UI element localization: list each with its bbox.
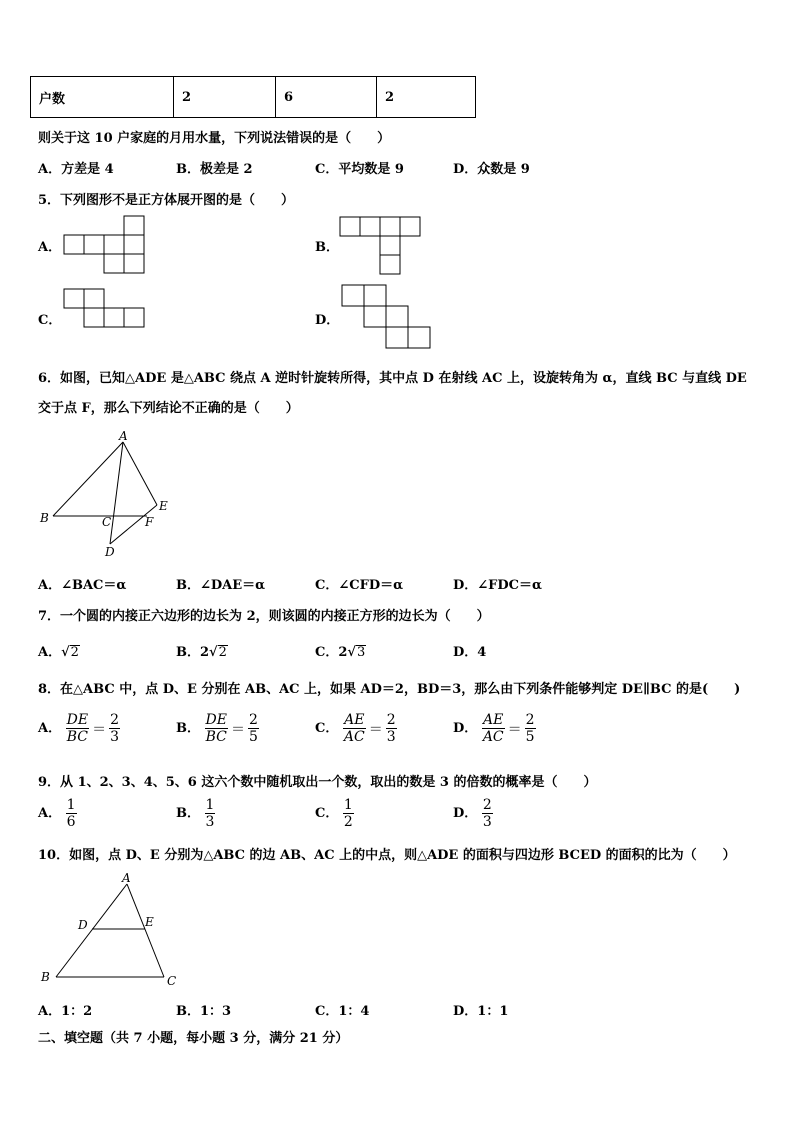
q6-option-c: C．∠CFD＝α bbox=[315, 578, 404, 593]
table-cell: 2 bbox=[174, 77, 276, 118]
q6-stem-line1: 6．如图，已知△ADE 是△ABC 绕点 A 逆时针旋转所得，其中点 D 在射线 AC 上，设旋转角为 α，直线 BC 与直线 DE bbox=[38, 371, 747, 386]
q5-option-a-label: A． bbox=[38, 240, 62, 255]
q9-option-b: B． $\frac{1}{3}$ bbox=[176, 797, 215, 830]
q10-option-c: C．1：4 bbox=[315, 1004, 370, 1019]
q10-label-c: C bbox=[167, 974, 177, 988]
q4-option-c: C．平均数是 9 bbox=[315, 162, 404, 177]
q4-stem: 则关于这 10 户家庭的月用水量，下列说法错误的是（ ） bbox=[38, 131, 391, 146]
q10-label-d: D bbox=[78, 918, 88, 932]
q9-option-d: D． $\frac{2}{3}$ bbox=[453, 797, 492, 830]
q7-option-c-label: C． bbox=[315, 645, 339, 660]
fraction: $\frac{AE}{AC}$ bbox=[343, 712, 365, 745]
q6-label-c: C bbox=[102, 515, 112, 529]
q6-label-d: D bbox=[105, 545, 115, 559]
radicand: 3 bbox=[356, 645, 366, 660]
q6-label-b: B bbox=[40, 511, 49, 525]
q8-option-c: C． $\frac{AE}{AC}$ ＝ $\frac{2}{3}$ bbox=[315, 712, 396, 745]
q7-option-d: D．4 bbox=[453, 645, 487, 660]
q10-option-d: D．1：1 bbox=[453, 1004, 509, 1019]
q4-option-a: A．方差是 4 bbox=[38, 162, 114, 177]
q10-stem: 10．如图，点 D、E 分别为△ABC 的边 AB、AC 上的中点，则△ADE 的面积与四边形 BCED 的面积的比为（ ） bbox=[38, 848, 736, 863]
q10-option-b: B．1：3 bbox=[176, 1004, 232, 1019]
q10-label-a: A bbox=[122, 871, 131, 885]
q7-option-d-label: D． bbox=[453, 645, 478, 660]
fraction: $\frac{1}{2}$ bbox=[343, 797, 353, 830]
q9-stem: 9．从 1、2、3、4、5、6 这六个数中随机取出一个数，取出的数是 3 的倍数的概率是（ ） bbox=[38, 775, 597, 790]
q9-option-c: C． $\frac{1}{2}$ bbox=[315, 797, 353, 830]
fraction: $\frac{1}{3}$ bbox=[205, 797, 215, 830]
fraction: $\frac{2}{5}$ bbox=[248, 712, 258, 745]
q10-segment-ab bbox=[56, 884, 127, 977]
q5-option-b-label: B． bbox=[315, 240, 339, 255]
fraction: $\frac{2}{3}$ bbox=[482, 797, 492, 830]
radicand: 2 bbox=[70, 645, 79, 660]
q6-option-a: A．∠BAC＝α bbox=[38, 578, 127, 593]
q10-label-e: E bbox=[145, 915, 154, 929]
fraction: $\frac{AE}{AC}$ bbox=[482, 712, 504, 745]
q8-stem: 8．在△ABC 中，点 D、E 分别在 AB、AC 上，如果 AD＝2，BD＝3，那么由下列条件能够判定 DE∥BC 的是( ) bbox=[38, 682, 741, 697]
q7-option-a-label: A． bbox=[38, 645, 62, 660]
q4-option-b: B．极差是 2 bbox=[176, 162, 253, 177]
q7-option-b-label: B． bbox=[176, 645, 200, 660]
q7-stem: 7．一个圆的内接正六边形的边长为 2，则该圆的内接正方形的边长为（ ） bbox=[38, 609, 490, 624]
q5-option-d-label: D． bbox=[315, 313, 340, 328]
q6-stem-line2: 交于点 F，那么下列结论不正确的是（ ） bbox=[38, 401, 299, 416]
q10-label-b: B bbox=[41, 970, 50, 984]
q5-option-c-label: C． bbox=[38, 313, 62, 328]
q6-label-f: F bbox=[145, 515, 154, 529]
q4-option-d: D．众数是 9 bbox=[453, 162, 530, 177]
table-cell: 6 bbox=[276, 77, 377, 118]
q7-option-a: A．√2 bbox=[38, 645, 79, 660]
fraction: $\frac{2}{5}$ bbox=[525, 712, 535, 745]
radicand: 2 bbox=[218, 645, 227, 660]
q8-option-a: A． $\frac{DE}{BC}$ ＝ $\frac{2}{3}$ bbox=[38, 712, 119, 745]
table-header-cell: 户数 bbox=[31, 77, 174, 118]
fraction: $\frac{DE}{BC}$ bbox=[66, 712, 89, 745]
q10-option-a: A．1：2 bbox=[38, 1004, 93, 1019]
table-cell: 2 bbox=[377, 77, 476, 118]
fraction: $\frac{DE}{BC}$ bbox=[205, 712, 227, 745]
q10-segment-ac bbox=[127, 884, 164, 977]
fraction: $\frac{2}{3}$ bbox=[386, 712, 396, 745]
q7-option-b: B．2√2 bbox=[176, 645, 227, 660]
fraction: $\frac{1}{6}$ bbox=[66, 797, 76, 830]
q8-option-b: B． $\frac{DE}{BC}$ ＝ $\frac{2}{5}$ bbox=[176, 712, 258, 745]
q6-label-e: E bbox=[159, 499, 168, 513]
fraction: $\frac{2}{3}$ bbox=[110, 712, 119, 745]
q8-option-d: D． $\frac{AE}{AC}$ ＝ $\frac{2}{5}$ bbox=[453, 712, 535, 745]
q6-option-b: B．∠DAE＝α bbox=[176, 578, 266, 593]
q7-option-c: C．2√3 bbox=[315, 645, 366, 660]
q6-option-d: D．∠FDC＝α bbox=[453, 578, 543, 593]
q6-label-a: A bbox=[119, 429, 128, 443]
q5-stem: 5．下列图形不是正方体展开图的是（ ） bbox=[38, 193, 295, 208]
section-title: 二、填空题（共 7 小题，每小题 3 分，满分 21 分） bbox=[38, 1031, 349, 1046]
q9-option-a: A． $\frac{1}{6}$ bbox=[38, 797, 76, 830]
